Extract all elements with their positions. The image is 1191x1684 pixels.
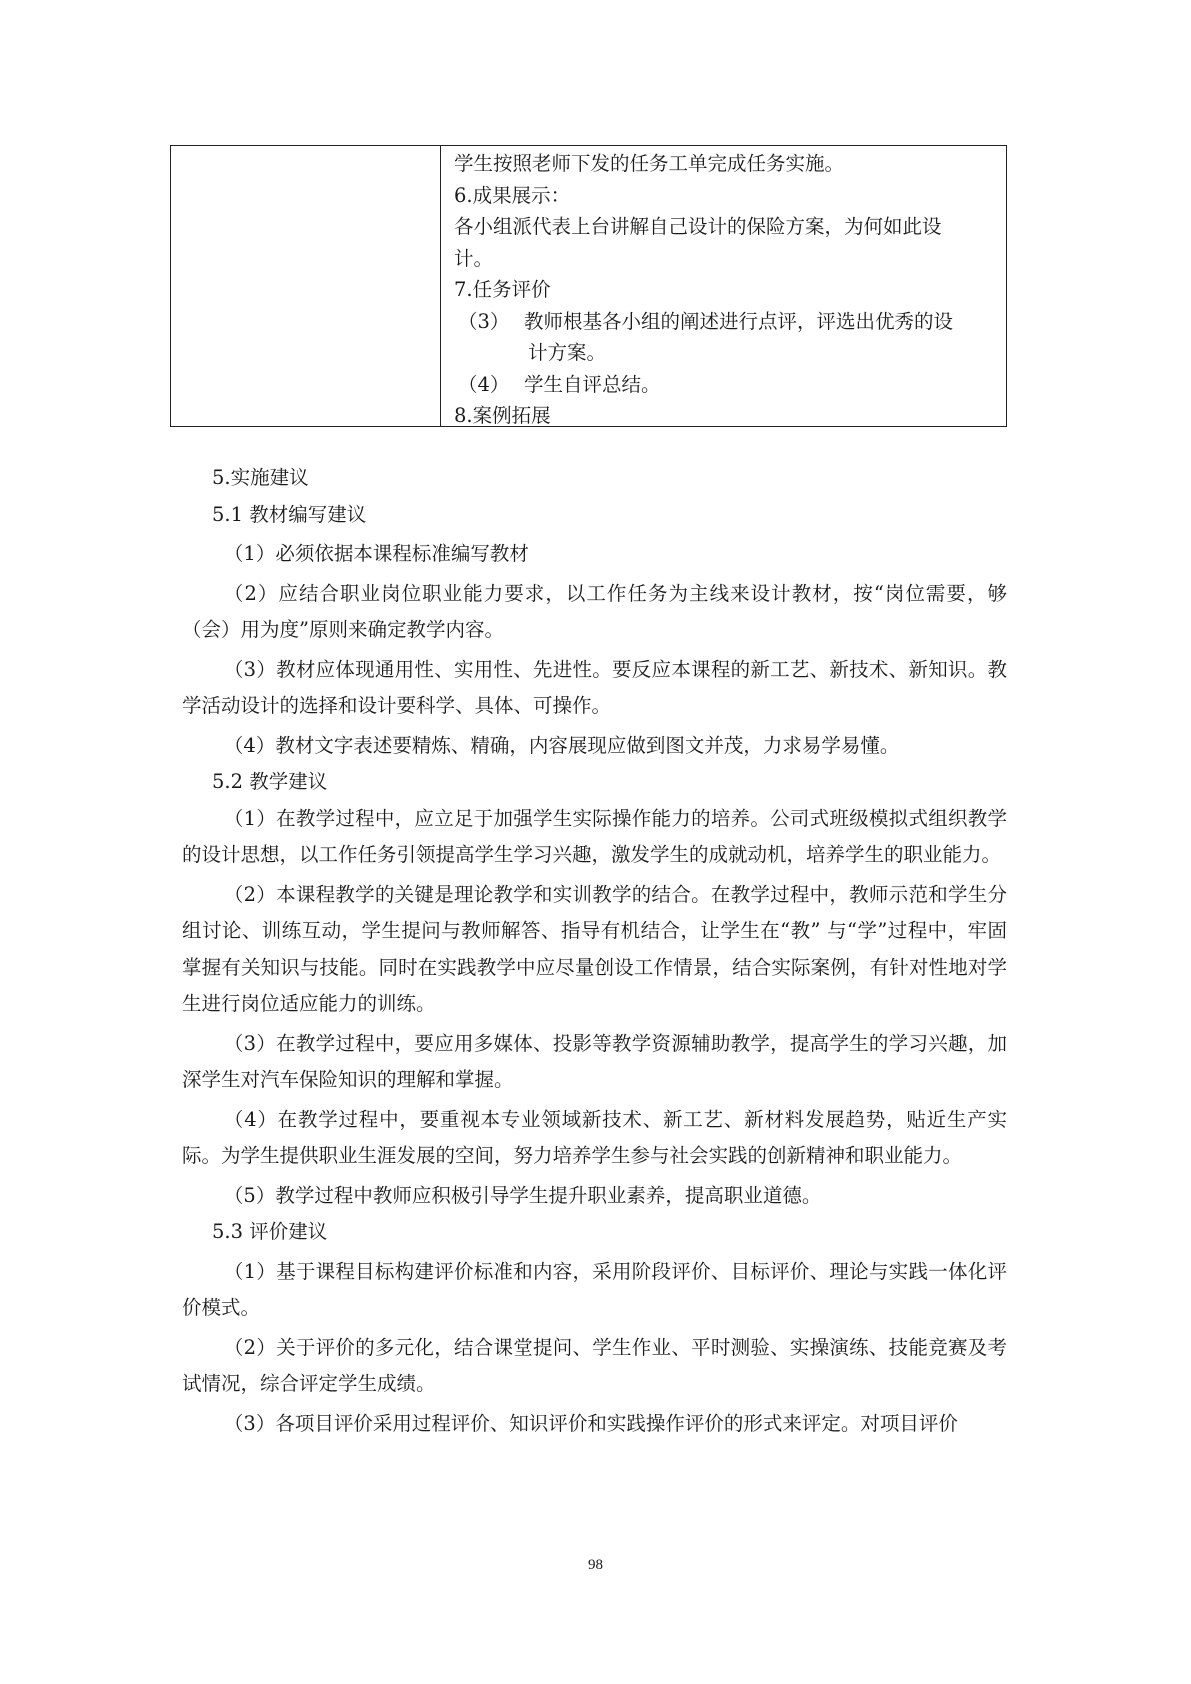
list-text-continued: 计方案。 xyxy=(528,341,607,364)
paragraph: （1）必须依据本课程标准编写教材 xyxy=(223,542,529,565)
paragraph: （4）在教学过程中，要重视本专业领域新技术、新工艺、新材料发展趋势，贴近生产实际。为学生提供职业生涯发展的空间，努力培养学生参与社会实践的创新精神和职业能力。 xyxy=(182,1107,1007,1167)
list-text: 学生自评总结。 xyxy=(524,372,661,396)
table-left-cell xyxy=(171,146,441,426)
table-line: 各小组派代表上台讲解自己设计的保险方案，为何如此设 xyxy=(454,215,942,238)
table-line: 学生按照老师下发的任务工单完成任务实施。 xyxy=(454,152,845,175)
table-list-item xyxy=(454,369,998,401)
paragraph: （5）教学过程中教师应积极引导学生提升职业素养，提高职业道德。 xyxy=(223,1183,822,1207)
table-line: 7.任务评价 xyxy=(454,278,551,301)
list-text: 教师根基各小组的阐述进行点评，评选出优秀的设 xyxy=(524,309,954,333)
paragraph: （1）在教学过程中，应立足于加强学生实际操作能力的培养。公司式班级模拟式组织教学的设计思想，以工作任务引领提高学生学习兴趣，激发学生的成就动机，培养学生的职业能力。 xyxy=(182,806,1007,866)
body-text xyxy=(182,460,1007,1442)
paragraph: （4）教材文字表述要精炼、精确，内容展现应做到图文并茂，力求易学易懂。 xyxy=(223,733,900,757)
table-line: 计。 xyxy=(454,246,494,270)
paragraph: （3）教材应体现通用性、实用性、先进性。要反应本课程的新工艺、新技术、新知识。教学活动设计的选择和设计要科学、具体、可操作。 xyxy=(182,657,1007,717)
page-number: 98 xyxy=(588,1557,603,1573)
table-line: 6.成果展示： xyxy=(454,183,571,207)
paragraph: （1）基于课程目标构建评价标准和内容，采用阶段评价、目标评价、理论与实践一体化评价模式。 xyxy=(182,1259,1007,1319)
paragraph: （2）本课程教学的关键是理论教学和实训教学的结合。在教学过程中，教师示范和学生分组讨论、训练互动，学生提问与教师解答、指导有机结合，让学生在“教” 与“学”过程中，牢固掌握有关知识与技能。同时在实践教学中应尽量创设工作情景，结合实际案例，有针对性地对学生进行岗位适应能力的训练。 xyxy=(182,882,1007,1015)
task-table xyxy=(170,145,1007,427)
section-heading: 5.1 教材编写建议 xyxy=(212,502,367,526)
list-number: （3） xyxy=(458,309,510,333)
list-number: （4） xyxy=(458,372,510,396)
table-right-cell xyxy=(441,146,1006,426)
table-list-item xyxy=(454,306,998,338)
paragraph: （2）应结合职业岗位职业能力要求，以工作任务为主线来设计教材，按“岗位需要，够（会）用为度”原则来确定教学内容。 xyxy=(182,581,1007,641)
section-heading: 5.2 教学建议 xyxy=(212,770,328,793)
section-heading: 5.实施建议 xyxy=(212,466,309,489)
paragraph: （2）关于评价的多元化，结合课堂提问、学生作业、平时测验、实操演练、技能竞赛及考试情况，综合评定学生成绩。 xyxy=(182,1335,1007,1395)
paragraph: （3）在教学过程中，要应用多媒体、投影等教学资源辅助教学，提高学生的学习兴趣，加深学生对汽车保险知识的理解和掌握。 xyxy=(182,1031,1007,1091)
table-line: 8.案例拓展 xyxy=(454,404,551,427)
paragraph: （3）各项目评价采用过程评价、知识评价和实践操作评价的形式来评定。对项目评价 xyxy=(223,1411,958,1435)
section-heading: 5.3 评价建议 xyxy=(212,1220,328,1243)
